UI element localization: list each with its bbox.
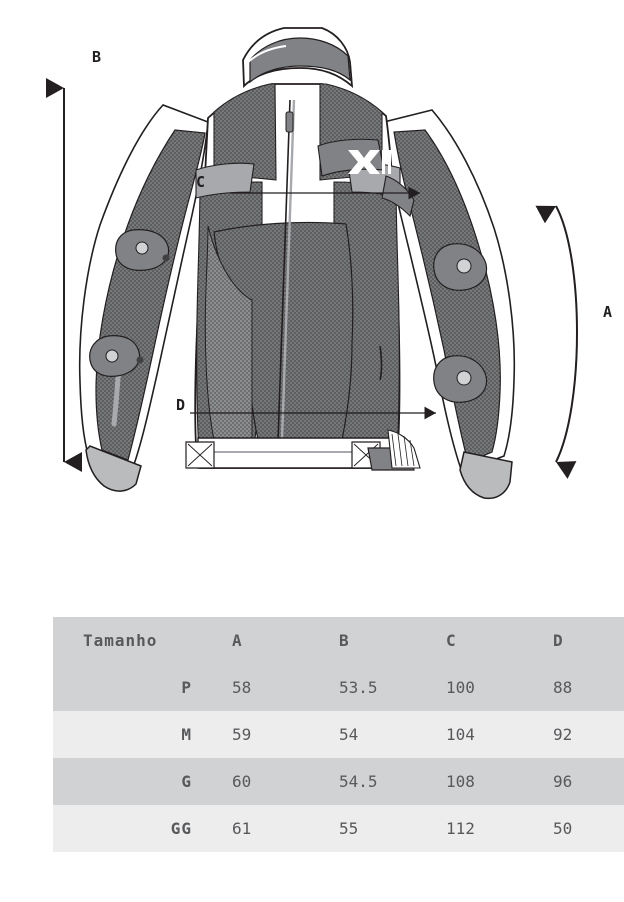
table-row [53,758,624,805]
table-body [53,664,624,852]
row-value-d: 50 [541,805,624,852]
row-value-a: 59 [220,711,327,758]
size-table-wrapper [53,617,572,852]
row-value-b: 53.5 [327,664,434,711]
dimension-label-b: B [92,48,102,66]
dimension-label-a: A [603,303,613,321]
table-header [53,617,624,664]
row-value-d: 88 [541,664,624,711]
row-value-c: 100 [434,664,541,711]
header-c: C [434,617,541,664]
size-table [53,617,624,852]
table-row [53,711,624,758]
table-row [53,805,624,852]
header-d: D [541,617,624,664]
row-value-c: 108 [434,758,541,805]
row-size: GG [53,805,220,852]
row-size: G [53,758,220,805]
row-value-b: 54 [327,711,434,758]
row-value-a: 61 [220,805,327,852]
header-tamanho: Tamanho [53,617,220,664]
dimension-label-d: D [176,396,186,414]
row-value-b: 55 [327,805,434,852]
table-row [53,664,624,711]
header-b: B [327,617,434,664]
jacket-shape [80,28,515,498]
row-value-d: 96 [541,758,624,805]
dimension-label-c: C [196,173,206,191]
row-value-d: 92 [541,711,624,758]
row-value-c: 112 [434,805,541,852]
row-value-a: 58 [220,664,327,711]
row-value-a: 60 [220,758,327,805]
row-value-c: 104 [434,711,541,758]
row-size: P [53,664,220,711]
row-value-b: 54.5 [327,758,434,805]
table-header-row [53,617,624,664]
row-size: M [53,711,220,758]
header-a: A [220,617,327,664]
